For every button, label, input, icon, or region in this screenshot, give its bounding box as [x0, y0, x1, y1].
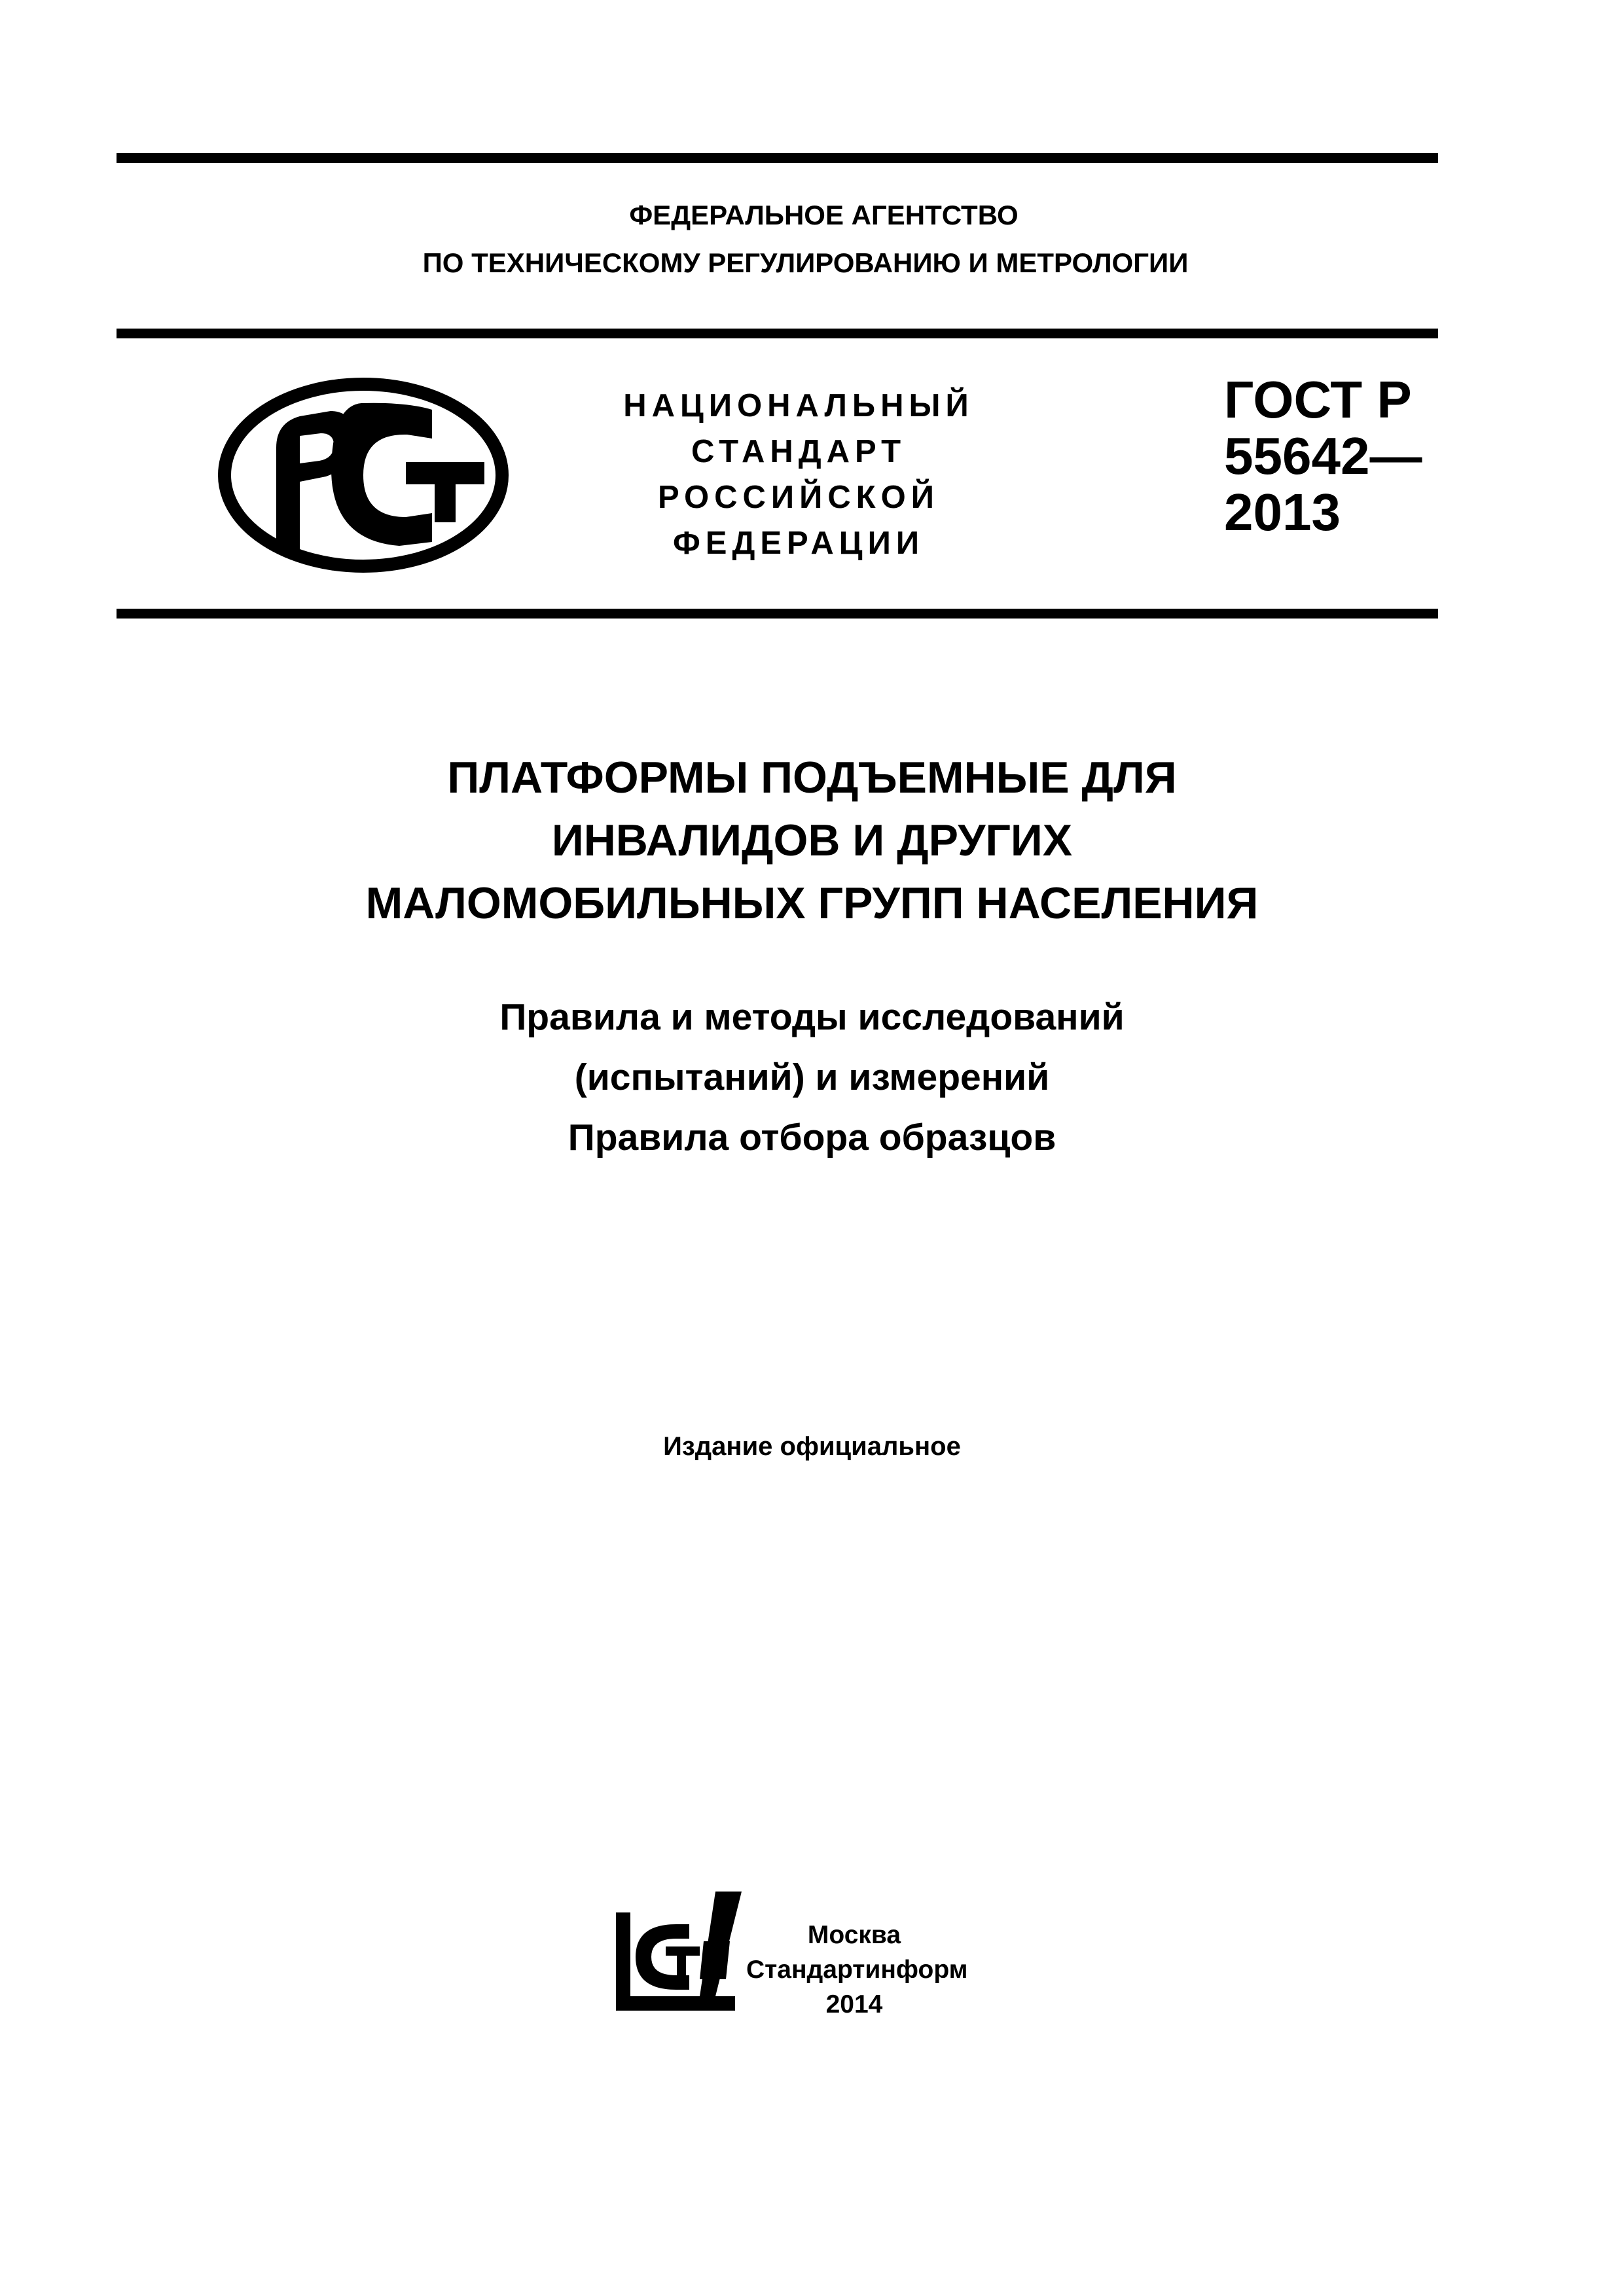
document-subtitle-line-3: Правила отбора образцов	[568, 1117, 1056, 1158]
national-standard-line-4: ФЕДЕРАЦИИ	[672, 526, 925, 561]
document-title-line-1: ПЛАТФОРМЫ ПОДЪЕМНЫЕ ДЛЯ	[447, 753, 1177, 802]
agency-name-line1: ФЕДЕРАЛЬНОЕ АГЕНТСТВО	[629, 200, 1019, 230]
document-title	[0, 746, 1624, 935]
gost-id-line-1: ГОСТ Р	[1224, 370, 1412, 429]
national-standard-line-2: СТАНДАРТ	[691, 434, 907, 469]
header-rule	[117, 329, 1438, 338]
standartinform-sti-logo-icon	[611, 1886, 745, 2016]
document-subtitle	[0, 987, 1624, 1168]
publisher-imprint	[746, 1918, 968, 2022]
publisher-name: Стандартинформ	[746, 1956, 968, 1984]
document-title-line-2: ИНВАЛИДОВ И ДРУГИХ	[551, 816, 1073, 865]
edition-text: Издание официальное	[663, 1432, 961, 1461]
document-subtitle-line-1: Правила и методы исследований	[499, 996, 1125, 1038]
gost-id-line-3: 2013	[1224, 483, 1341, 541]
document-subtitle-line-2: (испытаний) и измерений	[574, 1056, 1050, 1098]
gost-id-line-2: 55642—	[1224, 427, 1422, 485]
publisher-year: 2014	[825, 1990, 883, 2018]
agency-name-line2: ПО ТЕХНИЧЕСКОМУ РЕГУЛИРОВАНИЮ И МЕТРОЛОГИИ	[422, 247, 1189, 278]
document-title-line-3: МАЛОМОБИЛЬНЫХ ГРУПП НАСЕЛЕНИЯ	[365, 878, 1259, 928]
edition-label	[0, 1432, 1624, 1462]
national-standard-line-1: НАЦИОНАЛЬНЫЙ	[623, 388, 974, 423]
top-rule	[117, 153, 1438, 163]
standard-block-rule	[117, 609, 1438, 619]
publisher-city: Москва	[807, 1921, 901, 1949]
national-standard-label	[589, 383, 1008, 566]
rst-gost-emblem-icon	[216, 377, 511, 573]
national-standard-line-3: РОССИЙСКОЙ	[658, 480, 939, 515]
gost-identifier	[1224, 372, 1422, 541]
